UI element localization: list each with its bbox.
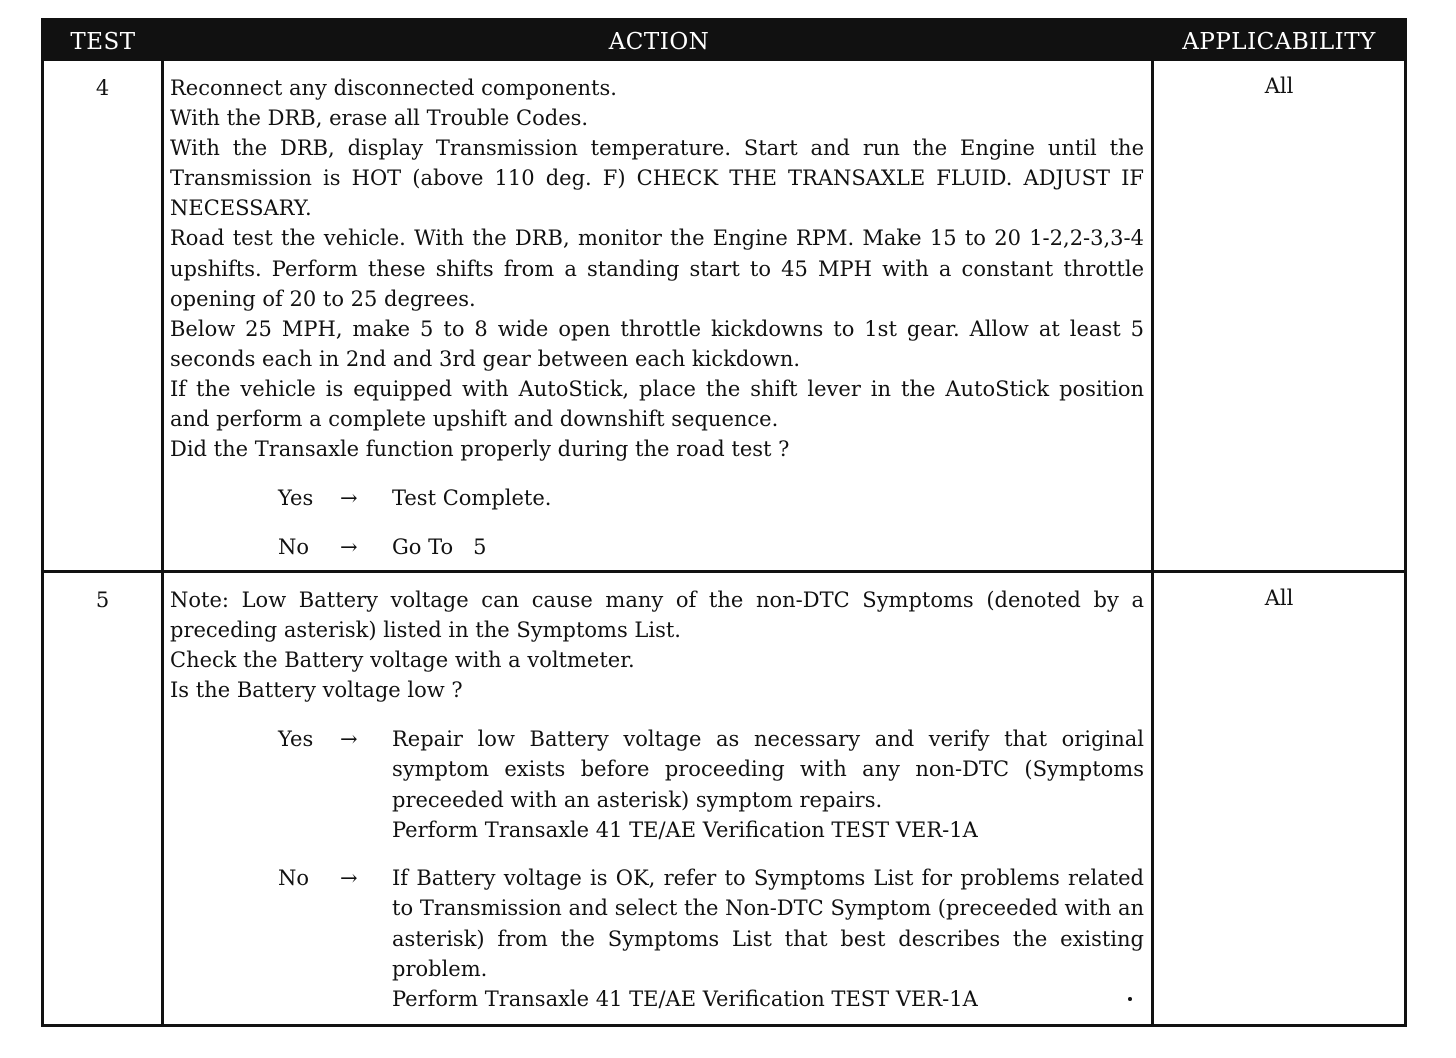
action-line: If the vehicle is equipped with AutoStick, place the shift lever in the AutoStick position and perform a complete upshift and downshift sequence.: [170, 376, 1144, 432]
yes-answer: [170, 483, 1144, 513]
action-line: Check the Battery voltage with a voltmeter.: [170, 648, 635, 673]
action-line: With the DRB, erase all Trouble Codes.: [170, 106, 589, 131]
no-label: No: [278, 866, 310, 891]
diagnostic-test-table: [41, 18, 1407, 1027]
yes-result: Test Complete.: [392, 486, 552, 511]
table-row-test-4: [44, 61, 1404, 570]
action-question: Is the Battery voltage low ?: [170, 678, 463, 703]
test-number: 5: [95, 588, 110, 612]
action-line: With the DRB, display Transmission temperature. Start and run the Engine until the Transmission is HOT (above 110 deg. F) CHECK THE TRANSAXLE FLUID. ADJUST IF NECESSARY.: [170, 136, 1144, 221]
yes-result: Repair low Battery voltage as necessary and verify that original symptom exists before proceeding with any non-DTC (Symptoms preceeded with an asterisk) symptom repairs.: [392, 727, 1144, 812]
table-row-test-5: [44, 573, 1404, 1024]
right-arrow-icon: →: [340, 535, 358, 560]
yes-label: Yes: [278, 486, 314, 511]
right-arrow-icon: →: [340, 727, 358, 752]
applicability-value: All: [1264, 74, 1294, 98]
no-label: No: [278, 535, 310, 560]
yes-label: Yes: [278, 727, 314, 752]
yes-result-verification: Perform Transaxle 41 TE/AE Verification TEST VER-1A: [392, 817, 978, 842]
no-result: If Battery voltage is OK, refer to Symptoms List for problems related to Transmission and select the Non-DTC Symptom (preceeded with an asterisk) from the Symptoms List that best describes the existing problem.: [392, 866, 1144, 981]
header-action: ACTION: [608, 29, 710, 55]
action-line: Below 25 MPH, make 5 to 8 wide open throttle kickdowns to 1st gear. Allow at least 5 seconds each in 2nd and 3rd gear between each kickdown.: [170, 316, 1144, 371]
action-cell: [170, 585, 1144, 1013]
right-arrow-icon: →: [340, 866, 358, 891]
right-arrow-icon: →: [340, 486, 358, 511]
yes-answer: [170, 724, 1144, 844]
action-question: Did the Transaxle function properly during the road test ?: [170, 437, 790, 462]
no-result: Go To 5: [392, 535, 487, 560]
header-applicability: APPLICABILITY: [1182, 29, 1376, 55]
action-line: Note: Low Battery voltage can cause many of the non-DTC Symptoms (denoted by a preceding asterisk) listed in the Symptoms List.: [170, 588, 1144, 643]
action-line: Road test the vehicle. With the DRB, monitor the Engine RPM. Make 15 to 20 1-2,2-3,3-4 upshifts. Perform these shifts from a standing start to 45 MPH with a constant throttle opening of 20 to 25 degrees.: [170, 226, 1144, 311]
stray-dot: [1128, 997, 1132, 1001]
no-result-verification: Perform Transaxle 41 TE/AE Verification TEST VER-1A: [392, 986, 978, 1011]
no-answer: [170, 532, 1144, 562]
applicability-value: All: [1264, 586, 1294, 610]
table-header: [44, 21, 1404, 61]
action-cell: [170, 73, 1144, 562]
header-test: TEST: [70, 29, 136, 55]
no-answer: [170, 863, 1144, 1013]
action-line: Reconnect any disconnected components.: [170, 76, 617, 100]
test-number: 4: [95, 76, 110, 100]
